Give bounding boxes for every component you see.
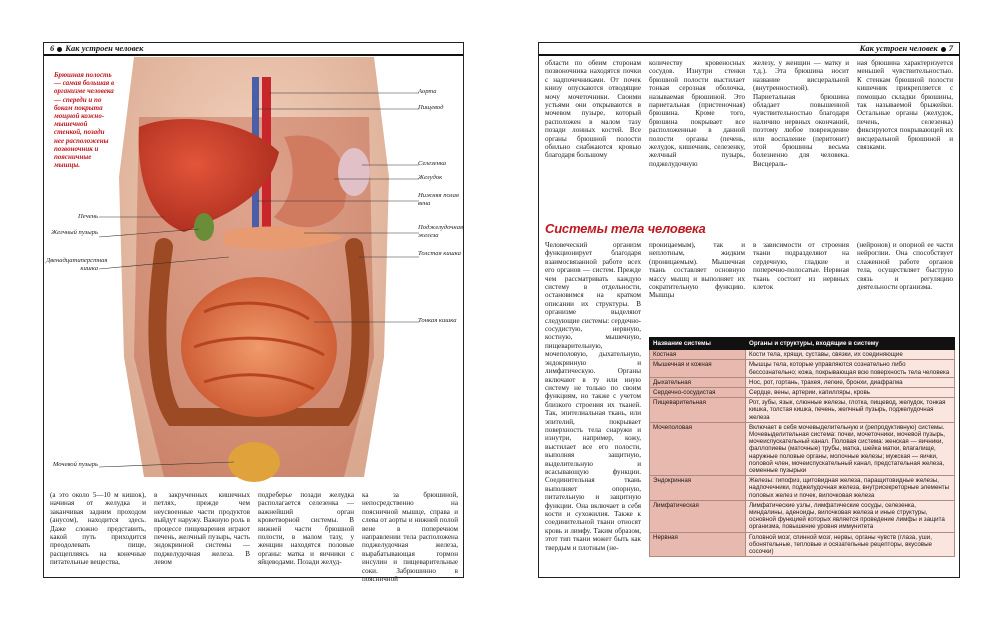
top-column-1: области по обеим сторонам позвоночника находятся почки с надпочечниками. От почек книзу опускаются отводящие мочу мочеточники. Своими устьями они открываются в мочевом пузыре, который расположен в малом тазу позади лонных костей. Все органы брюшной полости обильно снабжаются кровью благодаря большому bbox=[545, 59, 641, 160]
small-intestine-shape bbox=[181, 277, 337, 417]
label-esophagus: Пищевод bbox=[418, 104, 444, 111]
bladder-shape bbox=[228, 442, 280, 482]
page-number: 6 bbox=[50, 43, 55, 53]
anatomy-figure bbox=[44, 57, 465, 497]
right-page bbox=[538, 42, 960, 578]
system-name: Сердечно-сосудистая bbox=[650, 388, 746, 398]
table-row bbox=[650, 476, 955, 501]
table-row bbox=[650, 500, 955, 532]
table-row bbox=[650, 360, 955, 377]
label-liver: Печень bbox=[78, 213, 98, 220]
table-row bbox=[650, 398, 955, 423]
table-row bbox=[650, 532, 955, 557]
system-organs: Включает в себя мочевыделительную и (репродуктивную) системы. Мочевыделительная система: почки, мочеточники, мочевой пузырь, мочеиспускательный канал. Половая система: женская — яичники, фаллопиевы (маточные) трубы, матка, шейка матки, влагалище, наружные половые органы, молочные железы; мужская — яички, половой член, мочеиспускательный канал, предстательная железа, семенные пузырьки bbox=[746, 422, 955, 475]
spleen-shape bbox=[338, 148, 370, 196]
system-organs: Кости тела, хрящи, суставы, связки, их соединяющие bbox=[746, 350, 955, 360]
section-title: Системы тела человека bbox=[545, 221, 706, 236]
label-large-intestine: Толстая кишка bbox=[418, 250, 461, 257]
figure-caption: Брюшная полость — самая большая в организме человека — спереди и по бокам покрыта мощной кожно-мышечной стенкой, позади нее расположены позвоночник и поясничные мышцы. bbox=[54, 71, 115, 170]
running-title: Как устроен человек bbox=[859, 43, 938, 53]
system-organs: Головной мозг, спинной мозг, нервы, органы чувств (глаза, уши, обонятельные, тепловые и осязательные рецепторы, вкусовые сосочки) bbox=[746, 532, 955, 557]
top-column-3: железу, у женщин — матку и т.д.). Эта брюшина носит название висцеральной (внутренностной). Париетальная брюшина обладает повышенной чувствительностью благодаря наличию нервных окончаний, поэтому любое повреждение или воспаление (перитонит) этой брюшины весьма болезненно для человека. Висцераль- bbox=[753, 59, 849, 168]
page-number: 7 bbox=[948, 43, 953, 53]
text-column-2: в закрученных кишечных петлях, прежде чем неусвоенные части продуктов выйдут наружу. Важную роль в процессе пищеварения играют печень, желчный пузырь, часть эндокринной системы — поджелудочная железа. В левом bbox=[154, 491, 250, 567]
label-small-intestine: Тонкая кишка bbox=[418, 317, 457, 324]
table-row bbox=[650, 388, 955, 398]
label-aorta: Аорта bbox=[418, 88, 437, 95]
label-vena-cava: Нижняя полая вена bbox=[418, 192, 459, 207]
label-spleen: Селезенка bbox=[418, 160, 447, 167]
mid-column-4: (нейронов) и опорной ее части нейроглии. Она способствует слаженной работе органов тела, осуществляет быструю связь и регуляцию деятельности организма. bbox=[857, 241, 953, 292]
label-stomach: Желудок bbox=[418, 174, 443, 181]
mid-column-2: проницаемым), так и неплотным, жидким (проницаемым). Мышечная ткань составляет основную массу мышц и выполняет их сократительную функцию. Мышцы bbox=[649, 241, 745, 300]
system-organs: Сердце, вены, артерии, капилляры, кровь bbox=[746, 388, 955, 398]
system-organs: Железы: гипофиз, щитовидная железа, паращитовидные железы, надпочечники, поджелудочная железа, внутрисекреторные элементы половых желез и почек, вилочковая железа bbox=[746, 476, 955, 501]
system-name: Дыхательная bbox=[650, 377, 746, 387]
gallbladder-shape bbox=[194, 213, 214, 241]
running-title: Как устроен человек bbox=[65, 43, 144, 53]
systems-table bbox=[649, 337, 955, 557]
bullet-icon bbox=[57, 47, 62, 52]
table-header-row bbox=[650, 338, 955, 350]
system-organs: Лимфатические узлы, лимфатические сосуды, селезенка, миндалины, аденоиды, вилочковая железа и иные структуры, основной функцией которых является проведение лимфы и защита организма, повышение уровня иммунитета bbox=[746, 500, 955, 532]
system-name: Мочеполовая bbox=[650, 422, 746, 475]
system-name: Мышечная и кожная bbox=[650, 360, 746, 377]
system-organs: Рот, зубы, язык, слюнные железы, глотка, пищевод, желудок, тонкая кишка, толстая кишка, печень, желчный пузырь, поджелудочная железа bbox=[746, 398, 955, 423]
left-page bbox=[43, 42, 464, 584]
text-column-4: ка за брюшиной, непосредственно на поясничной мышце, справа и слева от аорты и нижней полой вене в поперечном направлении тела расположена поджелудочная железа, вырабатывающая гормон инсулин и пищеварительные соки. Забрюшинно в поясничной bbox=[362, 491, 458, 584]
system-name: Эндокринная bbox=[650, 476, 746, 501]
system-organs: Мышцы тела, которые управляются сознательно либо бессознательно; кожа, покрывающая всю поверхность тела человека bbox=[746, 360, 955, 377]
left-page-header bbox=[44, 43, 463, 56]
label-bladder: Мочевой пузырь bbox=[52, 461, 98, 468]
top-column-2: количеству кровеносных сосудов. Изнутри стенки брюшной полости выстилает тонкая серозная оболочка, называемая брюшиной. Это париетальная (пристеночная) брюшина. Кроме того, брюшина покрывает все расположенные в данной полости органы (печень, желудок, кишечник, селезенку, желчный пузырь, поджелудочную bbox=[649, 59, 745, 168]
table-row bbox=[650, 422, 955, 475]
system-name: Пищеварительная bbox=[650, 398, 746, 423]
system-name: Нервная bbox=[650, 532, 746, 557]
col-header-organs: Органы и структуры, входящие в систему bbox=[746, 338, 955, 350]
system-organs: Нос, рот, гортань, трахея, легкие, бронхи, диафрагма bbox=[746, 377, 955, 387]
mid-column-1: Человеческий организм функционирует благодаря взаимосвязанной работе всех его органов — систем. Прежде чем рассматривать каждую систему в отдельности, остановимся на кратком описании их структуры. В организме выделяют следующие системы: сердечно-сосудистую, нервную, костную, мышечную, пищеварительную, мочеполовую, дыхательную, эндокринную и лимфатическую. Органы включают в ту или иную систему не только по своим функциям, но также с учетом близкого строения их тканей. Так, эпителиальная ткань, или эпителий, покрывает поверхность тела снаружи и изнутри, например, кожу, выстилает все его полости, выполняя защитную, выделительную и всасывающую функции. Соединительная ткань выполняет опорную, питательную и защитную функции. Она включает в себя кости и сухожилия. Также к соединительной ткани относят кровь и лимфу. Таким образом, этот тип ткани может быть как твердым и плотным (не- bbox=[545, 241, 641, 552]
text-column-1: (а это около 5—10 м кишок), начиная от желудка и заканчивая задним проходом (анусом), находится здесь. Даже сложно представить, какой путь приходится преодолевать пище, расщепляясь на конечные питательные вещества, bbox=[50, 491, 146, 567]
col-header-name: Название системы bbox=[650, 338, 746, 350]
table-row bbox=[650, 350, 955, 360]
system-name: Костная bbox=[650, 350, 746, 360]
label-gallbladder: Желчный пузырь bbox=[51, 229, 98, 236]
label-duodenum: Двенадцатиперстная кишка bbox=[46, 257, 108, 272]
right-page-header bbox=[539, 43, 959, 56]
mid-column-3: в зависимости от строения ткани подразделяют на сердечную, гладкие и поперечно-полосатые. Нервная ткань состоит из нервных клеток bbox=[753, 241, 849, 292]
bullet-icon bbox=[941, 47, 946, 52]
label-pancreas: Поджелудочная железа bbox=[418, 224, 464, 239]
system-name: Лимфатическая bbox=[650, 500, 746, 532]
table-row bbox=[650, 377, 955, 387]
top-column-4: ная брюшина характеризуется меньшей чувствительностью. К стенкам брюшной полости кишечник прикрепляется с помощью складки брюшины, так называемой брыжейки. Остальные органы (желудок, печень, селезенка) фиксируются покрывающей их висцеральной брюшиной и связками. bbox=[857, 59, 953, 152]
text-column-3: подреберье позади желудка располагается селезенка — важнейший орган кроветворной системы. В нижней части брюшной полости, в малом тазу, у женщин находятся половые органы: матка и яичники с яйцеводами. Позади желуд- bbox=[258, 491, 354, 567]
